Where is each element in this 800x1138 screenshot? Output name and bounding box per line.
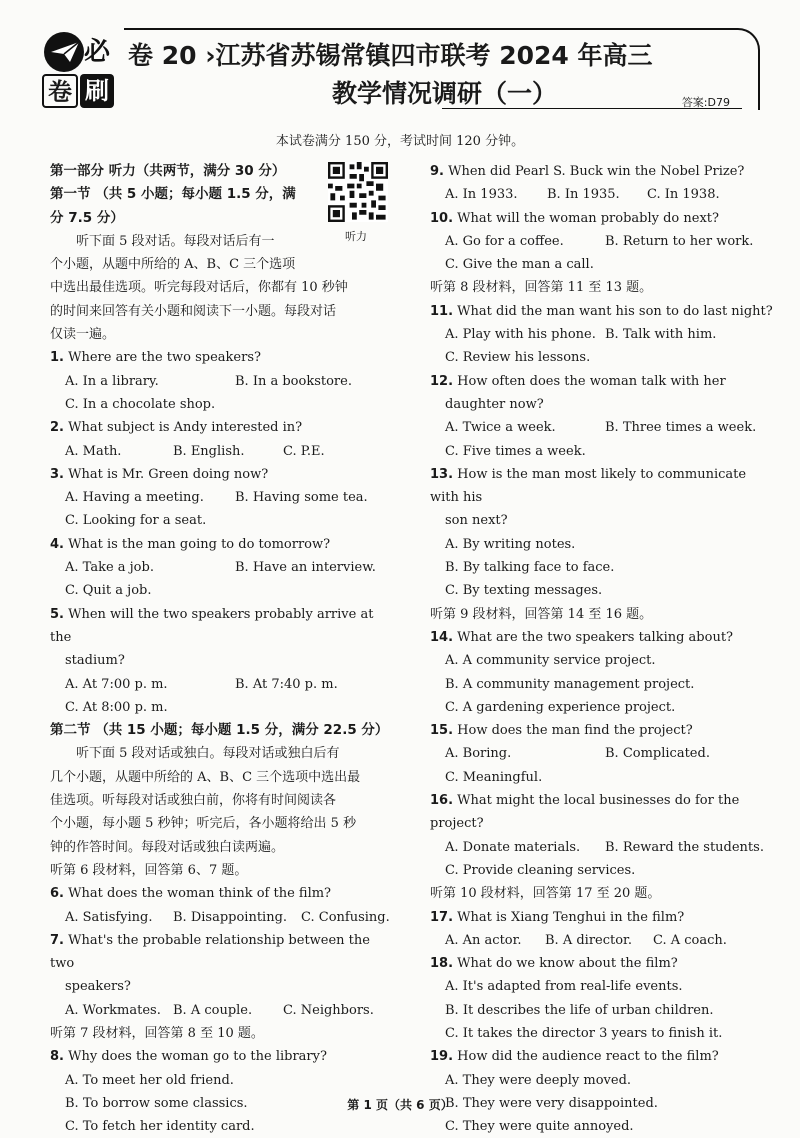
option-b[interactable]: B. To borrow some classics.: [65, 1095, 248, 1111]
section2-instruction: 佳选项。听每段对话或独白前，你将有时间阅读各: [50, 793, 337, 809]
option-b[interactable]: B. At 7:40 p. m.: [235, 676, 338, 692]
option-b[interactable]: B. By talking face to face.: [445, 560, 615, 576]
option-b[interactable]: B. They were very disappointed.: [445, 1095, 658, 1111]
left-column: [50, 160, 395, 1138]
section1-instruction: 仅读一遍。: [50, 327, 116, 343]
question-17: 17. What is Xiang Tenghui in the film?: [430, 909, 685, 925]
question-10-options: [430, 230, 775, 253]
option-b[interactable]: B. Talk with him.: [605, 327, 717, 343]
section1-title-a: 第一节 （共 5 小题；每小题 1.5 分，满: [50, 186, 296, 203]
material-note-7: 听第 7 段材料，回答第 8 至 10 题。: [50, 1025, 264, 1041]
material-note-6: 听第 6 段材料，回答第 6、7 题。: [50, 862, 248, 878]
question-13-continued: son next?: [445, 513, 508, 529]
option-c[interactable]: C. They were quite annoyed.: [445, 1119, 634, 1135]
option-c[interactable]: C. In a chocolate shop.: [65, 396, 216, 412]
question-12-options: [430, 416, 775, 439]
option-a[interactable]: A. An actor.: [445, 932, 522, 948]
question-1-options: [50, 370, 395, 393]
option-c[interactable]: C. A coach.: [653, 932, 727, 948]
question-12-continued: daughter now?: [445, 396, 544, 412]
question-7-continued: speakers?: [65, 979, 131, 995]
question-4-options: [50, 556, 395, 579]
option-a[interactable]: A. To meet her old friend.: [65, 1072, 234, 1088]
section1-instruction: 听下面 5 段对话。每段对话后有一: [76, 233, 275, 249]
option-b[interactable]: B. A couple.: [173, 1002, 253, 1018]
option-c[interactable]: C. Meaningful.: [445, 769, 543, 785]
question-16-options: [430, 836, 775, 859]
paper-plane-icon: [44, 32, 84, 72]
logo-char-bi: 必: [83, 37, 110, 67]
question-3: 3. What is Mr. Green doing now?: [50, 466, 269, 482]
question-17-options: [430, 929, 775, 952]
option-a[interactable]: A. In 1933.: [445, 187, 518, 203]
option-a[interactable]: A. A community service project.: [445, 653, 656, 669]
question-18: 18. What do we know about the film?: [430, 956, 678, 972]
option-a[interactable]: A. Go for a coffee.: [445, 233, 564, 249]
question-4: 4. What is the man going to do tomorrow?: [50, 536, 331, 552]
question-19: 19. How did the audience react to the film?: [430, 1049, 719, 1065]
question-14: 14. What are the two speakers talking about?: [430, 629, 734, 645]
option-b[interactable]: B. It describes the life of urban children.: [445, 1002, 714, 1018]
page-header: [42, 28, 760, 112]
question-2: 2. What subject is Andy interested in?: [50, 420, 303, 436]
option-b[interactable]: B. Have an interview.: [235, 560, 376, 576]
option-c[interactable]: C. Review his lessons.: [445, 350, 591, 366]
option-b[interactable]: B. A community management project.: [445, 676, 695, 692]
option-b[interactable]: B. Reward the students.: [605, 839, 764, 855]
question-6: 6. What does the woman think of the film?: [50, 886, 332, 902]
question-5-options: [50, 673, 395, 696]
option-a[interactable]: A. They were deeply moved.: [445, 1072, 632, 1088]
option-c[interactable]: C. Neighbors.: [283, 1002, 374, 1018]
question-11-options: [430, 323, 775, 346]
question-7-options: [50, 999, 395, 1022]
section1-instruction: 的时间来回答有关小题和阅读下一小题。每段对话: [50, 303, 337, 319]
option-b[interactable]: B. In a bookstore.: [235, 373, 352, 389]
section2-instruction: 几个小题，从题中所给的 A、B、C 三个选项中选出最: [50, 769, 361, 785]
question-3-options: [50, 486, 395, 509]
option-a[interactable]: A. Play with his phone.: [445, 327, 596, 343]
option-c[interactable]: C. Five times a week.: [445, 443, 586, 459]
question-11: 11. What did the man want his son to do last night?: [430, 303, 773, 319]
title-line-2: 教学情况调研（一）: [332, 79, 558, 108]
option-a[interactable]: A. Donate materials.: [445, 839, 581, 855]
material-note-9: 听第 9 段材料，回答第 14 至 16 题。: [430, 606, 653, 622]
option-c[interactable]: C. P.E.: [283, 443, 325, 459]
option-a[interactable]: A. Workmates.: [65, 1002, 161, 1018]
question-15: 15. How does the man find the project?: [430, 723, 693, 739]
option-b[interactable]: B. Having some tea.: [235, 490, 368, 506]
option-a[interactable]: A. Math.: [65, 443, 122, 459]
answer-reference: 答案:D79: [681, 96, 730, 109]
material-note-8: 听第 8 段材料，回答第 11 至 13 题。: [430, 280, 653, 296]
option-b[interactable]: B. Complicated.: [605, 746, 710, 762]
section2-instruction: 钟的作答时间。每段对话或独白读两遍。: [50, 839, 285, 855]
question-15-options: [430, 742, 775, 765]
option-c[interactable]: C. In 1938.: [647, 187, 720, 203]
option-c[interactable]: C. Looking for a seat.: [65, 513, 207, 529]
option-a[interactable]: A. Take a job.: [65, 560, 154, 576]
logo-char-juan: 卷: [42, 74, 78, 108]
section2-instruction: 个小题，每小题 5 秒钟；听完后，各小题将给出 5 秒: [50, 816, 357, 832]
exam-intro: 本试卷满分 150 分，考试时间 120 分钟。: [275, 134, 525, 149]
option-c[interactable]: C. At 8:00 p. m.: [65, 699, 168, 715]
option-a[interactable]: A. In a library.: [65, 373, 159, 389]
material-note-10: 听第 10 段材料，回答第 17 至 20 题。: [430, 886, 661, 902]
question-9: 9. When did Pearl S. Buck win the Nobel Prize?: [430, 164, 745, 179]
option-c[interactable]: C. Provide cleaning services.: [445, 862, 636, 878]
option-c[interactable]: C. By texting messages.: [445, 583, 603, 599]
question-8: 8. Why does the woman go to the library?: [50, 1049, 327, 1065]
question-10: 10. What will the woman probably do next?: [430, 210, 719, 226]
option-a[interactable]: A. Boring.: [445, 746, 512, 762]
qr-label: 听力: [345, 230, 367, 243]
question-6-options: [50, 906, 395, 929]
option-a[interactable]: A. Satisfying.: [65, 909, 153, 925]
part1-title: 第一部分 听力（共两节，满分 30 分）: [50, 163, 286, 179]
option-c[interactable]: C. Give the man a call.: [445, 257, 594, 273]
option-c[interactable]: C. Quit a job.: [65, 583, 152, 599]
logo-char-shua: 刷: [80, 74, 114, 108]
option-a[interactable]: A. At 7:00 p. m.: [65, 676, 168, 692]
option-c[interactable]: C. To fetch her identity card.: [65, 1119, 255, 1135]
qr-code-icon[interactable]: [328, 162, 388, 222]
option-b[interactable]: B. In 1935.: [547, 187, 620, 203]
option-b[interactable]: B. English.: [173, 443, 245, 459]
section1-instruction: 中选出最佳选项。听完每段对话后，你都有 10 秒钟: [50, 280, 348, 296]
option-a[interactable]: A. Twice a week.: [445, 420, 556, 436]
section2-instruction: 听下面 5 段对话或独白。每段对话或独白后有: [76, 746, 340, 762]
question-13: 13. How is the man most likely to communicate with his: [430, 466, 747, 506]
question-1: 1. Where are the two speakers?: [50, 350, 261, 366]
question-5: 5. When will the two speakers probably arrive at the: [50, 606, 374, 645]
option-c[interactable]: C. It takes the director 3 years to finish it.: [445, 1025, 723, 1041]
title-line-1: 卷 20 ›江苏省苏锡常镇四市联考 2024 年高三: [128, 41, 653, 70]
right-column: [430, 160, 775, 1138]
option-b[interactable]: B. Disappointing.: [173, 909, 288, 925]
question-7: 7. What's the probable relationship between the two: [50, 932, 370, 972]
option-b[interactable]: B. Three times a week.: [605, 420, 757, 436]
question-16: 16. What might the local businesses do for the project?: [430, 793, 740, 832]
question-12: 12. How often does the woman talk with her: [430, 373, 726, 389]
section1-instruction: 个小题，从题中所给的 A、B、C 三个选项: [50, 257, 296, 273]
option-b[interactable]: B. A director.: [545, 932, 632, 948]
section2-title: 第二节 （共 15 小题；每小题 1.5 分，满分 22.5 分）: [50, 722, 389, 739]
option-b[interactable]: B. Return to her work.: [605, 233, 754, 249]
page-number: 第 1 页（共 6 页）: [347, 1098, 453, 1112]
option-c[interactable]: C. Confusing.: [301, 909, 390, 925]
option-c[interactable]: C. A gardening experience project.: [445, 699, 676, 715]
question-9-options: [430, 183, 775, 206]
option-a[interactable]: A. By writing notes.: [445, 536, 576, 552]
option-a[interactable]: A. It's adapted from real-life events.: [445, 979, 683, 995]
question-5-continued: stadium?: [65, 653, 125, 669]
brand-logo: [42, 32, 118, 108]
section1-title-b: 分 7.5 分）: [50, 209, 124, 226]
option-a[interactable]: A. Having a meeting.: [65, 490, 204, 506]
question-2-options: [50, 440, 395, 463]
